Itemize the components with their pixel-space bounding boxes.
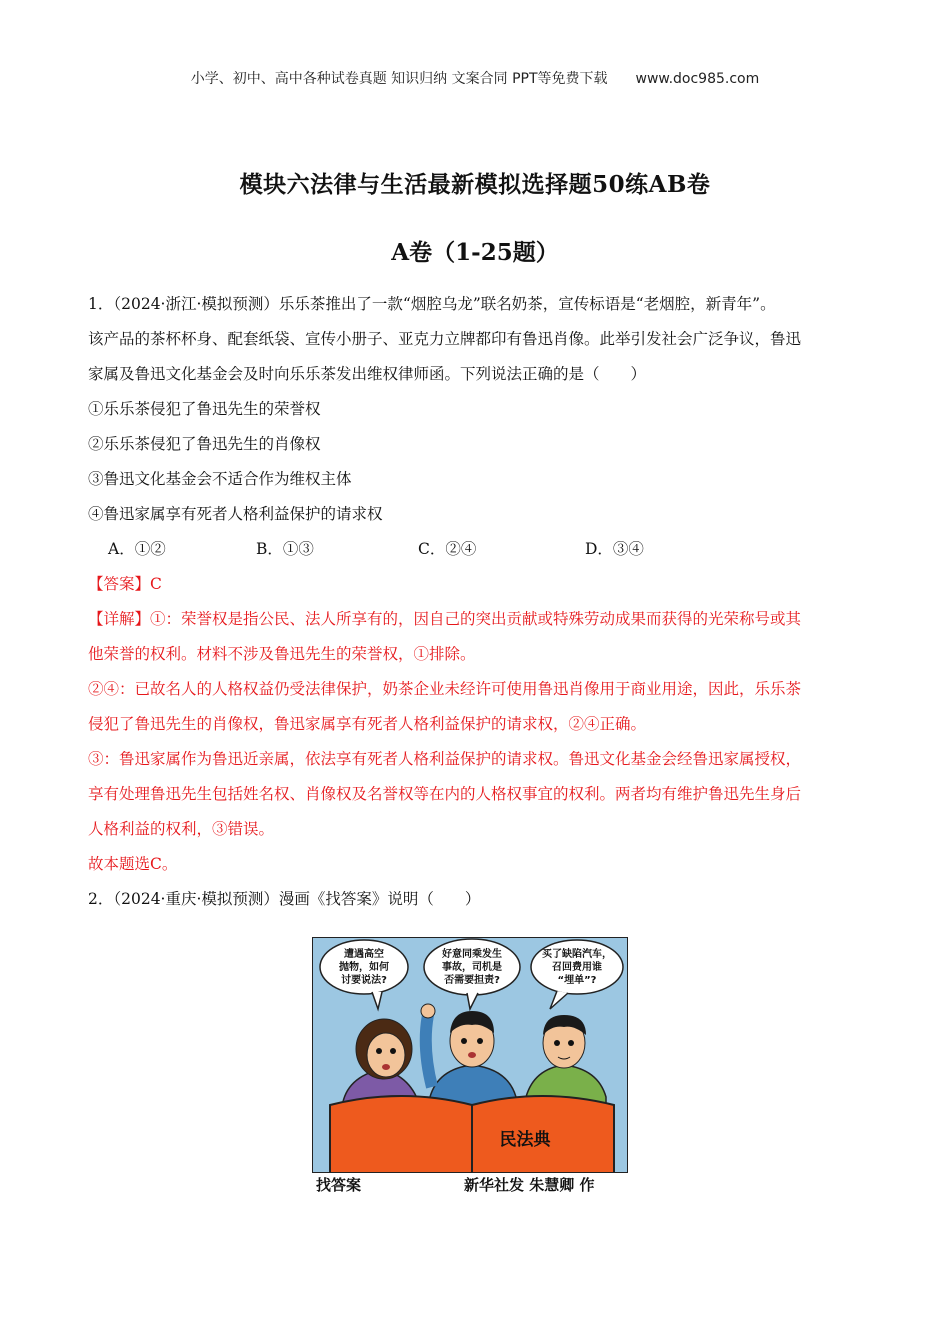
q1-item: ①乐乐茶侵犯了鲁迅先生的荣誉权 — [88, 400, 321, 418]
q1-stem-line: 该产品的茶杯杯身、配套纸袋、宣传小册子、亚克力立牌都印有鲁迅肖像。此举引发社会广泛争议，鲁迅 — [88, 330, 802, 348]
header-site-link[interactable]: www.doc985.com — [635, 71, 760, 87]
q1-item: ②乐乐茶侵犯了鲁迅先生的肖像权 — [88, 435, 321, 453]
q1-analysis-line: 人格利益的权利，③错误。 — [88, 820, 275, 838]
q1-stem-line: 1．（2024·浙江·模拟预测）乐乐茶推出了一款“烟腔乌龙”联名奶茶，宣传标语是“老烟腔，新青年”。 — [88, 295, 776, 313]
bubble-text: 买了缺陷汽车， — [542, 949, 612, 960]
page-header — [0, 68, 950, 88]
q1-option-a: A．①② — [108, 540, 166, 558]
cartoon-illustration — [312, 937, 628, 1173]
bubble-text: “埋单”? — [557, 975, 597, 986]
q1-options — [88, 532, 863, 567]
q1-analysis-line: 享有处理鲁迅先生包括姓名权、肖像权及名誉权等在内的人格权事宜的权利。两者均有维护鲁迅先生身后 — [88, 785, 802, 803]
bubble-text: 遭遇高空 — [344, 949, 384, 960]
bubble-text: 召回费用谁 — [552, 962, 602, 973]
civil-code-book — [330, 1096, 614, 1173]
q1-stem-line: 家属及鲁迅文化基金会及时向乐乐茶发出维权律师函。下列说法正确的是（ ） — [88, 365, 647, 383]
bubble-text: 否需要担责? — [444, 975, 500, 986]
q1-analysis-line: 侵犯了鲁迅先生的肖像权，鲁迅家属享有死者人格利益保护的请求权，②④正确。 — [88, 715, 647, 733]
q1-option-b: B．①③ — [256, 540, 314, 558]
questions-body — [88, 287, 863, 917]
caption-credit: 新华社发 朱慧卿 作 — [464, 1176, 595, 1194]
q1-analysis-line: ②④：已故名人的人格权益仍受法律保护，奶茶企业未经许可使用鲁迅肖像用于商业用途，因此，乐乐茶 — [88, 680, 802, 698]
q1-option-d: D．③④ — [585, 540, 644, 558]
cartoon-figure — [312, 937, 628, 1173]
bubble-text: 讨要说法? — [341, 975, 387, 986]
q1-analysis-line: ③：鲁迅家属作为鲁迅近亲属，依法享有死者人格利益保护的请求权。鲁迅文化基金会经鲁迅家属授权， — [88, 750, 802, 768]
bubble-text: 抛物，如何 — [339, 962, 389, 973]
section-subtitle: A卷（1-25题） — [391, 239, 559, 266]
q1-answer: 【答案】C — [88, 575, 162, 593]
bubble-text: 好意同乘发生 — [442, 949, 502, 960]
q2-stem: 2．（2024·重庆·模拟预测）漫画《找答案》说明（ ） — [88, 890, 481, 908]
q1-item: ③鲁迅文化基金会不适合作为维权主体 — [88, 470, 352, 488]
q1-conclusion: 故本题选C。 — [88, 855, 178, 873]
caption-title: 找答案 — [316, 1176, 362, 1194]
q1-analysis-line: 【详解】①：荣誉权是指公民、法人所享有的，因自己的突出贡献或特殊劳动成果而获得的光荣称号或其 — [88, 610, 802, 628]
document-title: 模块六法律与生活最新模拟选择题50练AB卷 — [239, 171, 711, 198]
q1-option-c: C．②④ — [418, 540, 477, 558]
bubble-text: 事故，司机是 — [442, 962, 502, 973]
cartoon-caption — [314, 1170, 630, 1198]
q1-analysis-line: 他荣誉的权利。材料不涉及鲁迅先生的荣誉权，①排除。 — [88, 645, 476, 663]
header-text: 小学、初中、高中各种试卷真题 知识归纳 文案合同 PPT等免费下载 — [190, 71, 608, 87]
book-label: 民法典 — [499, 1130, 551, 1150]
q1-item: ④鲁迅家属享有死者人格利益保护的请求权 — [88, 505, 383, 523]
